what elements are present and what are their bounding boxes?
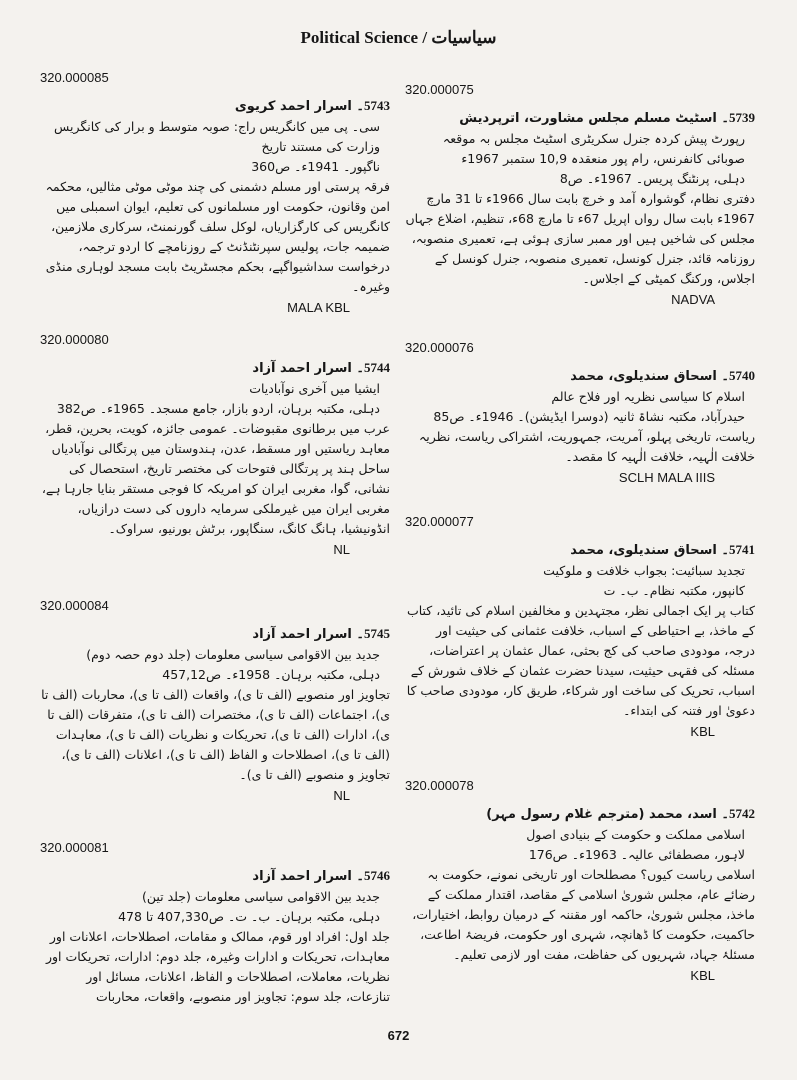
call-number: 320.000075 [405, 82, 474, 97]
entry-title: اسلامی مملکت و حکومت کے بنیادی اصول [526, 827, 745, 842]
page-title: Political Science / سیاسیات [300, 28, 497, 47]
entry-imprint: ناگپور۔ 1941ء۔ ص360 [251, 159, 380, 174]
call-number: 320.000077 [405, 514, 474, 529]
call-number: 320.000080 [40, 332, 109, 347]
library-code: KBL [690, 968, 715, 983]
call-number: 320.000081 [40, 840, 109, 855]
library-code: SCLH MALA IIIS [618, 470, 715, 485]
library-code: NADVA [671, 292, 715, 307]
entry-contents: جلد اول: افراد اور قوم، ممالک و مقامات، اصطلاحات، اعلانات اور معاہدات، تحریکات و ادارات وغیرہ، جلد دوم: ادارات، تحریکات اور نظریات، معاملات، اصطلاحات و الفاظ، اعلانات، مسائل اور تنازعات، جلد سوم: تجاویز اور منصوبے، واقعات، محاربات [45, 929, 390, 1004]
entry-imprint: دہلی، پرنٹنگ پریس۔ 1967ء۔ ص8 [559, 171, 745, 186]
entry-contents: ریاست، تاریخی پہلو، آمریت، جمہوریت، اشتراکی ریاست، نظریہ خلافت الٰہیہ، خلافت الٰہیہ کا مقصد۔ [418, 429, 755, 464]
entry-heading: 5741۔ اسحاق سندیلوی، محمد [570, 542, 755, 558]
entry-imprint: دہلی، مکتبہ برہان، اردو بازار، جامع مسجد۔ 1965ء۔ ص382 [56, 401, 380, 416]
catalog-entry-5746 [40, 840, 390, 1007]
catalog-entry-5740 [405, 340, 755, 485]
library-code: MALA KBL [287, 300, 350, 315]
call-number: 320.000078 [405, 778, 474, 793]
entry-title: تجدید سبائیت: بجواب خلافت و ملوکیت [543, 563, 745, 578]
entry-heading: 5744۔ اسرار احمد آزاد [252, 360, 390, 376]
call-number: 320.000085 [40, 70, 109, 85]
entry-contents: کتاب پر ایک اجمالی نظر، مجتہدین و مخالفین اسلام کی تائید، کتاب کے ماخذ، بے احتیاطی کے اسباب، خلافت عثمانی کی حیثیت اور درجہ، مودودی صاحب کی کج بحثی، عمال عثمان پر اعتراضات، مسئلہ کی فقہی حیثیت، سیدنا حضرت عثمان کے خلاف شورش کے اسباب، تحریک کی ساخت اور شرکاء، طریق کار، مودودی صاحب کا دعویٰ اور فتنہ کی ابتداء۔ [406, 603, 755, 718]
entry-title: اسلام کا سیاسی نظریہ اور فلاح عالم [551, 389, 745, 404]
entry-imprint: دہلی، مکتبہ برہان۔ 1958ء۔ ص457,12 [162, 667, 380, 682]
catalog-entry-5745 [40, 598, 390, 803]
entry-contents: اسلامی ریاست کیوں؟ مصطلحات اور تاریخی نمونے، حکومت بہ رضائے عام، مجلس شوریٰ اسلامی کے مقاصد، اقتدار مملکت کے ماخذ، مجلس شوریٰ، حاکمہ اور مقننہ کے درمیان روابط، اختیارات، حاکمیت، حکومت کا ڈھانچہ، شہری اور حکومت، فریضۂ اطاعت، مسئلۂ جہاد، شہریوں کی حفاظت، مفت اور لازمی تعلیم۔ [412, 867, 755, 962]
entry-heading: 5746۔ اسرار احمد آزاد [252, 868, 390, 884]
entry-heading: 5745۔ اسرار احمد آزاد [252, 626, 390, 642]
entry-title: سی۔ پی میں کانگریس راج: صوبہ متوسط و برار کی کانگریس وزارت کی مستند تاریخ [54, 119, 380, 154]
entry-heading: 5739۔ اسٹیٹ مسلم مجلس مشاورت، اترپردیش [459, 110, 755, 126]
entry-heading: 5742۔ اسد، محمد (مترجم غلام رسول مہر) [486, 806, 755, 822]
entry-imprint: دہلی، مکتبہ برہان۔ ب۔ ت۔ ص407,330 تا 478 [118, 909, 380, 924]
entry-contents: دفتری نظام، گوشوارہ آمد و خرچ بابت سال 1966ء تا 31 مارچ 1967ء بابت سال رواں اپریل 67ء تا مارچ 68ء، تنظیم، اضلاع جہاں مجلس کی شاخیں ہیں اور ممبر سازی ہوئی ہے، تعمیری منصوبہ، روزنامہ قائد، جنرل کونسل، تعمیری منصوبہ، جنرل کونسل کے اجلاس، ورکنگ کمیٹی کے اجلاس۔ [405, 191, 755, 286]
entry-contents: عرب میں برطانوی مقبوضات۔ عمومی جائزہ، کویت، بحرین، قطر، معاہد ریاستیں اور مسقط، عدن، ہندوستان میں پرتگالی نوآبادیاں ساحل ہند پر پرتگالی فتوحات کی مختصر تاریخ، استحصال کی نشانی، گوا، مغربی ایران کو امریکہ کا فوجی مستقر بنایا جارہا ہے، مغربی ایران میں غیرملکی سرمایہ داروں کی دست درازیاں، انڈونیشیا، ہانگ کانگ، سنگاپور، برٹش بورنیو، سراوک۔ [41, 421, 390, 536]
entry-title: جدید بین الاقوامی سیاسی معلومات (جلد دوم حصہ دوم) [86, 647, 380, 662]
entry-contents: فرقہ پرستی اور مسلم دشمنی کی چند موٹی موٹی مثالیں، محکمہ امن وقانون، حکومت اور مسلمانوں کی تعلیم، ایوان اسمبلی میں کانگریس کی کارگزاریاں، لوکل سلف گورنمنٹ، سرکاری ملازمین، ضمیمہ جات، پولیس سپرنٹنڈنٹ کے روزنامچے کا اردو ترجمہ، درخواست سداشیواگپے، بحکم مجسٹریٹ بابت مسجد لوہاری منڈی وغیرہ۔ [45, 179, 390, 294]
entry-imprint: لاہور، مصطفائی عالیہ۔ 1963ء۔ ص176 [528, 847, 745, 862]
catalog-entry-5744 [40, 332, 390, 557]
catalog-entry-5739 [405, 82, 755, 307]
left-column [40, 70, 390, 1010]
call-number: 320.000084 [40, 598, 109, 613]
entry-title: رپورٹ پیش کردہ جنرل سکریٹری اسٹیٹ مجلس بہ موقعہ صوبائی کانفرنس، رام پور منعقدہ 10,9 ستمبر 1967ء [442, 131, 745, 166]
call-number: 320.000076 [405, 340, 474, 355]
entry-contents: تجاویز اور منصوبے (الف تا ی)، واقعات (الف تا ی)، محاربات (الف تا ی)، اجتماعات (الف تا ی)، مختصرات (الف تا ی)، متفرقات (الف تا ی)، ادارات (الف تا ی)، تحریکات و نظریات (الف تا ی)، معاہدات (الف تا ی)، اصطلاحات و الفاظ (الف تا ی)، اعلانات (الف تا ی)، تجاویز و منصوبے (الف تا ی)۔ [41, 687, 390, 782]
entry-title: جدید بین الاقوامی سیاسی معلومات (جلد تین) [141, 889, 380, 904]
entry-heading: 5743۔ اسرار احمد کریوی [234, 98, 390, 114]
library-code: KBL [690, 724, 715, 739]
entry-imprint: کانپور، مکتبہ نظام۔ ب۔ ت [603, 583, 745, 598]
library-code: NL [333, 542, 350, 557]
entry-heading: 5740۔ اسحاق سندیلوی، محمد [570, 368, 755, 384]
entry-title: ایشیا میں آخری نوآبادیات [249, 381, 380, 396]
right-column [405, 70, 755, 1010]
entry-imprint: حیدرآباد، مکتبہ نشاۃ ثانیہ (دوسرا ایڈیشن)۔ 1946ء۔ ص85 [433, 409, 745, 424]
library-code: NL [333, 788, 350, 803]
page-number: 672 [387, 1028, 410, 1043]
catalog-entry-5743 [40, 70, 390, 315]
catalog-entry-5742 [405, 778, 755, 983]
catalog-entry-5741 [405, 514, 755, 739]
